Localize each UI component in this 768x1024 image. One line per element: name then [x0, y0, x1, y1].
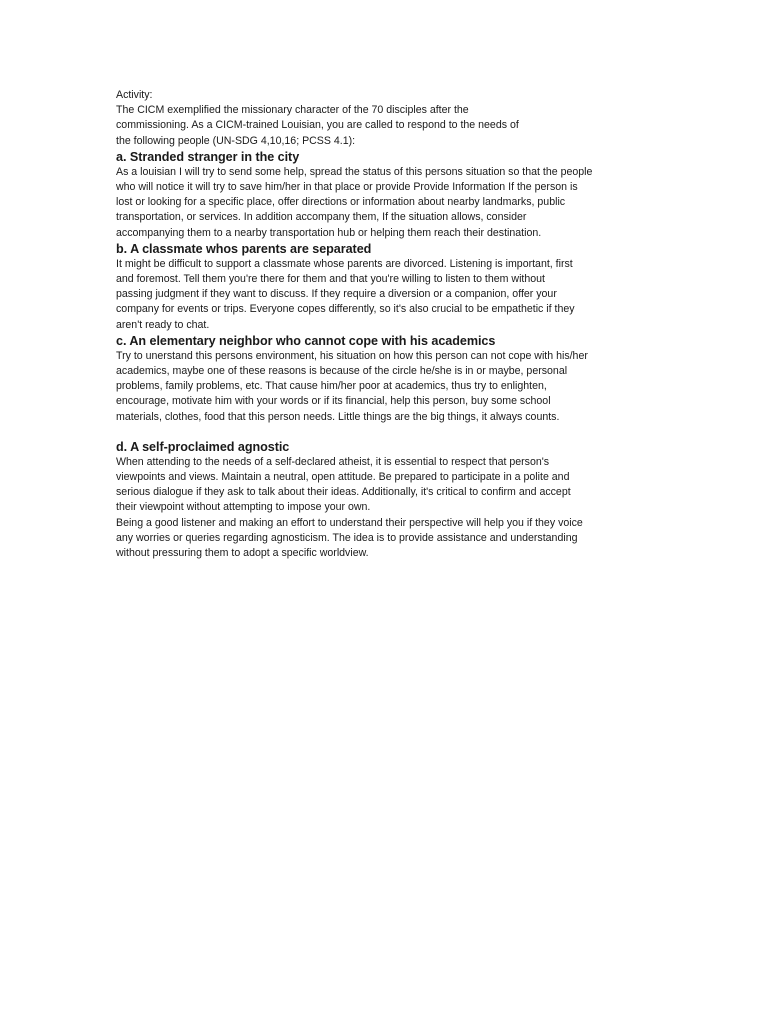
paragraph-line: It might be difficult to support a classmate whose parents are divorced. Listening is important, first: [116, 257, 573, 270]
section-a: [116, 149, 656, 241]
paragraph-line: materials, clothes, food that this person needs. Little things are the big things, it always counts.: [116, 410, 560, 423]
paragraph-line: who will notice it will try to save him/her in that place or provide Provide Information If the person is: [116, 181, 578, 194]
paragraph-line: without pressuring them to adopt a specific worldview.: [116, 547, 369, 560]
section-spacer: [116, 425, 656, 439]
paragraph-line: any worries or queries regarding agnosticism. The idea is to provide assistance and understanding: [116, 531, 578, 544]
section-heading: c. An elementary neighbor who cannot cope with his academics: [116, 333, 496, 348]
intro-line: commissioning. As a CICM-trained Louisian, you are called to respond to the needs of: [116, 119, 519, 132]
section-heading: d. A self-proclaimed agnostic: [116, 439, 290, 454]
paragraph-line: academics, maybe one of these reasons is because of the circle he/she is in or maybe, personal: [116, 365, 568, 378]
paragraph-line: Try to unerstand this persons environment, his situation on how this person can not cope with his/her: [116, 349, 588, 362]
paragraph-line: Being a good listener and making an effort to understand their perspective will help you if they voice: [116, 516, 583, 529]
section-d: [116, 439, 656, 561]
paragraph-line: problems, family problems, etc. That cause him/her poor at academics, thus try to enlighten,: [116, 380, 547, 393]
paragraph-line: When attending to the needs of a self-declared atheist, it is essential to respect that person's: [116, 455, 550, 468]
activity-label: Activity:: [116, 89, 153, 101]
section-b: [116, 241, 656, 333]
section-heading: a. Stranded stranger in the city: [116, 149, 300, 164]
paragraph-line: their viewpoint without attempting to impose your own.: [116, 501, 371, 514]
intro-line: The CICM exemplified the missionary character of the 70 disciples after the: [116, 104, 469, 117]
paragraph-line: accompanying them to a nearby transportation hub or helping them reach their destination.: [116, 226, 542, 239]
paragraph-line: lost or looking for a specific place, offer directions or information about nearby landmarks, public: [116, 196, 566, 209]
section-c: [116, 333, 656, 425]
paragraph-line: and foremost. Tell them you're there for them and that you're willing to listen to them without: [116, 273, 545, 286]
paragraph-line: encourage, motivate him with your words or if its financial, help this person, buy some school: [116, 395, 551, 408]
paragraph-line: As a louisian I will try to send some help, spread the status of this persons situation so that the people: [116, 165, 593, 178]
paragraph-line: viewpoints and views. Maintain a neutral, open attitude. Be prepared to participate in a polite and: [116, 471, 570, 484]
paragraph-line: transportation, or services. In addition accompany them, If the situation allows, consider: [116, 211, 527, 224]
paragraph-line: aren't ready to chat.: [116, 318, 210, 331]
intro-line: the following people (UN-SDG 4,10,16; PCSS 4.1):: [116, 134, 356, 147]
paragraph-line: serious dialogue if they ask to talk about their ideas. Additionally, it's critical to confirm and accept: [116, 486, 571, 499]
paragraph-line: company for events or trips. Everyone copes differently, so it's also crucial to be empathetic if they: [116, 303, 575, 316]
paragraph-line: passing judgment if they want to discuss. If they require a diversion or a companion, offer your: [116, 288, 557, 301]
document-content: [116, 88, 656, 561]
section-heading: b. A classmate whos parents are separated: [116, 241, 372, 256]
